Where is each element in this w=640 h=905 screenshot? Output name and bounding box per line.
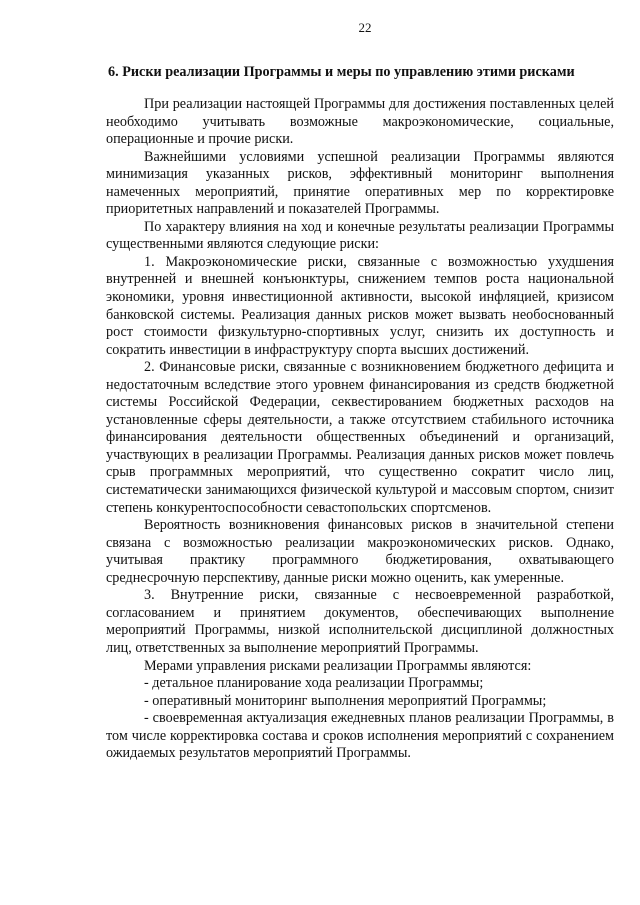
- page-number: 22: [358, 20, 372, 35]
- list-item-monitoring: - оперативный мониторинг выполнения мероприятий Программы;: [144, 692, 547, 709]
- paragraph-conditions: Важнейшими условиями успешной реализации Программы являются минимизация указанных рисков, эффективный мониторинг выполнения намеченных мероприятий, принятие оперативных мер по корректировке приоритетных направлений и показателей Программы.: [106, 148, 614, 218]
- list-item-planning: - детальное планирование хода реализации Программы;: [144, 675, 484, 692]
- paragraph-risk-types: По характеру влияния на ход и конечные результаты реализации Программы существенными являются следующие риски:: [106, 218, 614, 253]
- list-item-actualization: - своевременная актуализация ежедневных планов реализации Программы, в том числе корректировка состава и сроков исполнения мероприятий с сохранением ожидаемых результатов мероприятий Программы.: [106, 710, 614, 762]
- document-body: [106, 96, 614, 763]
- paragraph-macro-risks: 1. Макроэкономические риски, связанные с возможностью ухудшения внутренней и внешней конъюнктуры, снижением темпов роста национальной экономики, уровня инвестиционной активности, высокой инфляцией, кризисом банковской системы. Реализация данных рисков может вызвать необоснованный рост стоимости физкультурно-спортивных услуг, снизить их доступность и сократить инвестиции в инфраструктуру спорта высших достижений.: [106, 253, 614, 358]
- paragraph-internal-risks: 3. Внутренние риски, связанные с несвоевременной разработкой, согласованием и принятием документов, обеспечивающих выполнение мероприятий Программы, низкой исполнительской дисциплиной должностных лиц, ответственных за выполнение мероприятий Программы.: [106, 587, 614, 656]
- paragraph-financial-probability: Вероятность возникновения финансовых рисков в значительной степени связана с возможностью реализации макроэкономических рисков. Однако, учитывая практику программного бюджетирования, охватывающего среднесрочную перспективу, данные риски можно оценить, как умеренные.: [106, 517, 614, 586]
- paragraph-financial-risks: 2. Финансовые риски, связанные с возникновением бюджетного дефицита и недостаточным вследствие этого уровнем финансирования из средств бюджетной системы Российской Федерации, секвестированием бюджетных расходов на установленные сферы деятельности, а также отсутствием стабильного источника финансирования деятельности общественных объединений и организаций, участвующих в реализации Программы. Реализация данных рисков может повлечь срыв программных мероприятий, что существенно сократит число лиц, систематически занимающихся физической культурой и массовым спортом, снизит степень конкурентоспособности севастопольских спортсменов.: [106, 359, 614, 516]
- paragraph-intro: При реализации настоящей Программы для достижения поставленных целей необходимо учитывать возможные макроэкономические, социальные, операционные и прочие риски.: [106, 96, 614, 148]
- paragraph-measures-title: Мерами управления рисками реализации Программы являются:: [144, 657, 532, 674]
- section-heading: 6. Риски реализации Программы и меры по управлению этими рисками: [108, 64, 575, 80]
